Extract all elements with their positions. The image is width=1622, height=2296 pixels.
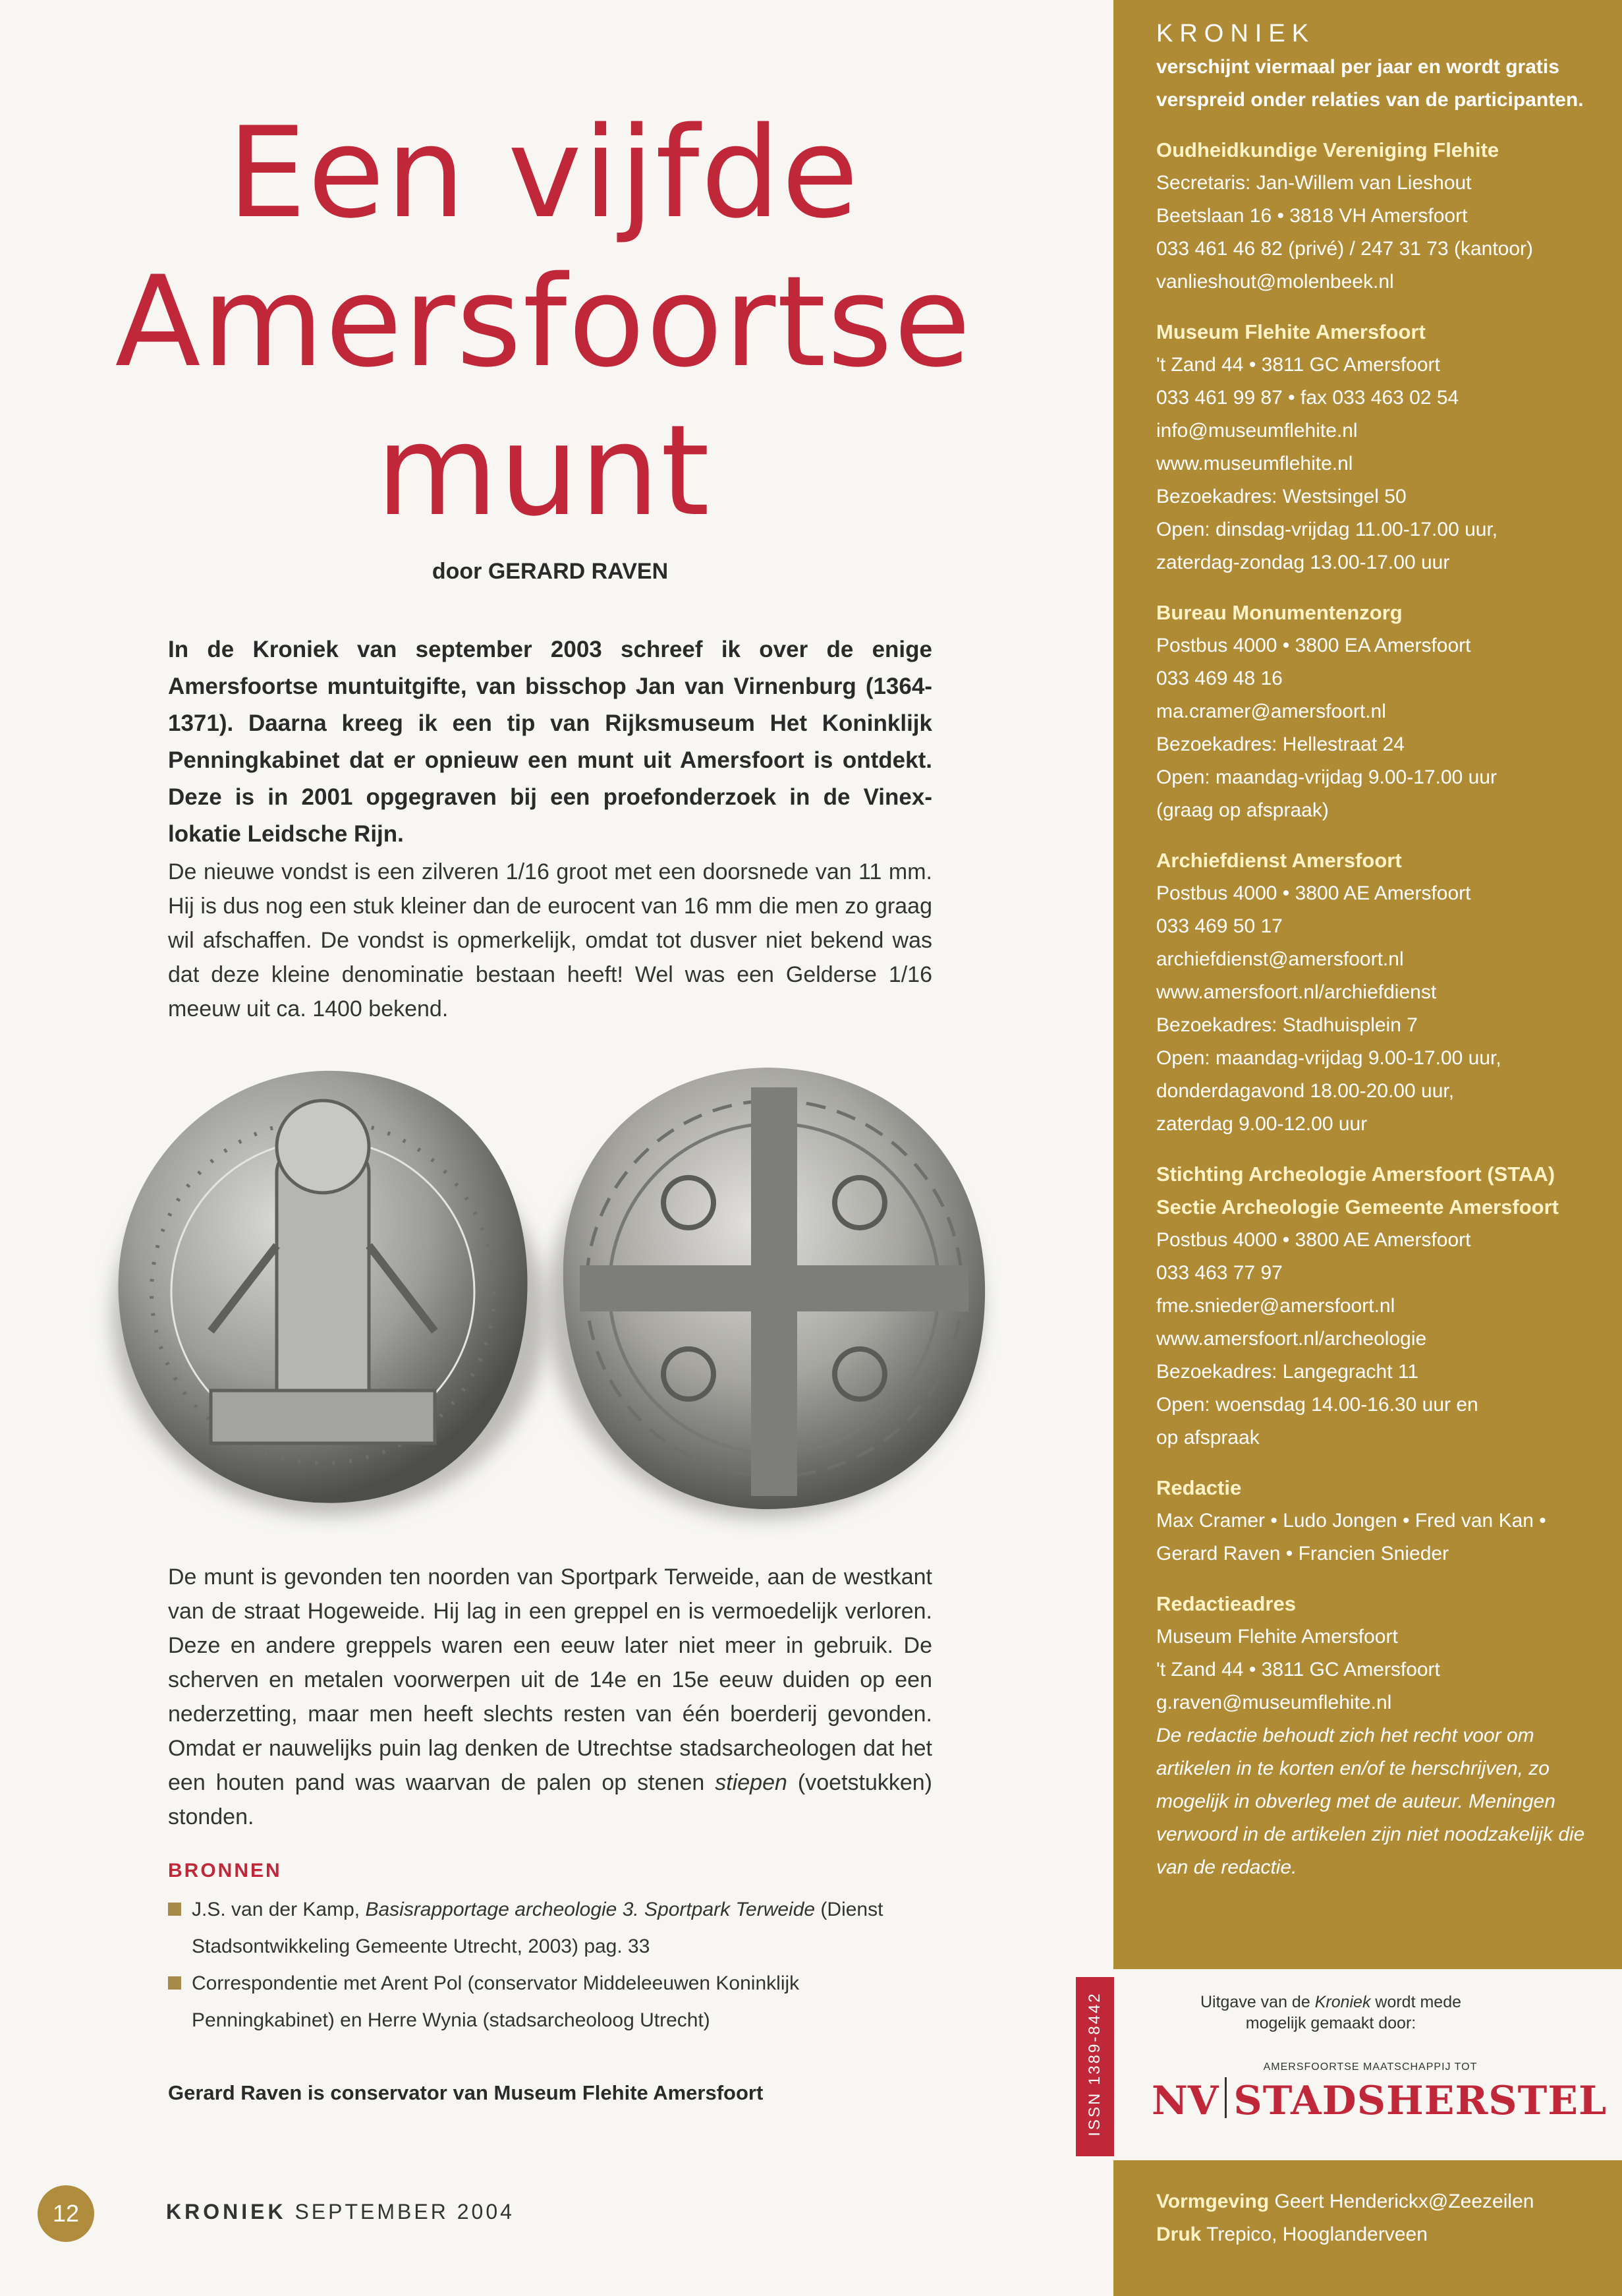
sidebar-block — [1156, 316, 1611, 579]
sidebar-line: 033 461 46 82 (privé) / 247 31 73 (kantoor) — [1156, 238, 1534, 260]
issn-badge — [1076, 1977, 1114, 2156]
sidebar-line: zaterdag 9.00-12.00 uur — [1156, 1113, 1368, 1135]
sidebar-line: 033 469 50 17 — [1156, 915, 1283, 937]
sidebar-line: Max Cramer • Ludo Jongen • Fred van Kan • — [1156, 1510, 1546, 1532]
body-paragraph-1: De nieuwe vondst is een zilveren 1/16 groot met een doorsnede van 11 mm. Hij is dus nog een stuk kleiner dan de eurocent van 16 mm die men zo graag wil afschaffen. De vondst is opmerkelijk, omdat tot dusver niet bekend was dat deze kleine denominatie bestaan heeft! Wel was een Gelderse 1/16 meeuw uit ca. 1400 bekend. — [168, 859, 932, 1021]
sidebar-line: g.raven@museumflehite.nl — [1156, 1692, 1392, 1713]
sidebar-line: Secretaris: Jan-Willem van Lieshout — [1156, 172, 1472, 194]
print-value: Trepico, Hooglanderveen — [1206, 2224, 1428, 2245]
sidebar-line: op afspraak — [1156, 1427, 1260, 1449]
print-credit — [1156, 2218, 1611, 2251]
sidebar-credits — [1156, 2185, 1611, 2251]
sidebar-block — [1156, 134, 1611, 299]
sidebar-block-heading: Bureau Monumentenzorg — [1156, 601, 1403, 624]
sponsor-text-end: wordt mede mogelijk gemaakt door: — [1245, 1993, 1462, 2032]
sidebar-intro: verschijnt viermaal per jaar en wordt gratis verspreid onder relaties van de participanten. — [1156, 56, 1584, 111]
sidebar-block-heading: Redactieadres — [1156, 1592, 1296, 1615]
sidebar-line: Postbus 4000 • 3800 EA Amersfoort — [1156, 635, 1471, 656]
sidebar-block — [1156, 596, 1611, 827]
issn-text: ISSN 1389-8442 — [1086, 1992, 1104, 2137]
source-1-author: J.S. van der Kamp, — [192, 1899, 366, 1920]
sidebar-line: Open: maandag-vrijdag 9.00-17.00 uur — [1156, 766, 1497, 788]
coin-reverse — [563, 1068, 985, 1509]
sidebar-brand: KRONIEK — [1156, 20, 1316, 47]
logo-divider — [1225, 2077, 1227, 2118]
author-note: Gerard Raven is conservator van Museum Flehite Amersfoort — [168, 2081, 764, 2104]
sidebar-line: (graag op afspraak) — [1156, 799, 1329, 821]
design-value: Geert Henderickx@Zeezeilen — [1274, 2191, 1534, 2212]
source-item — [168, 1891, 926, 1965]
sidebar-line: 033 469 48 16 — [1156, 668, 1283, 689]
sidebar-block — [1156, 1158, 1611, 1454]
title-line-2: Amersfoortse — [115, 249, 972, 395]
sidebar-line: Bezoekadres: Hellestraat 24 — [1156, 733, 1405, 755]
title-line-3: munt — [376, 398, 712, 544]
sidebar-line: vanlieshout@molenbeek.nl — [1156, 271, 1394, 293]
sidebar-line: 't Zand 44 • 3811 GC Amersfoort — [1156, 354, 1440, 376]
two-coins-photo — [79, 1048, 1067, 1535]
body-paragraph-2-italic: stiepen — [715, 1770, 787, 1795]
sidebar-line: Museum Flehite Amersfoort — [1156, 1626, 1398, 1648]
editorial-disclaimer: De redactie behoudt zich het recht voor om artikelen in te korten en/of te herschrijven, zo mogelijk in obverleg met de auteur. Meningen verwoord in de artikelen zijn niet noodzakelijk die van de redactie. — [1156, 1725, 1585, 1878]
sidebar-line: Postbus 4000 • 3800 AE Amersfoort — [1156, 1229, 1471, 1251]
sidebar-line: www.amersfoort.nl/archiefdienst — [1156, 981, 1437, 1003]
source-1-rest: (Dienst Stadsontwikkeling Gemeente Utrecht, 2003) pag. 33 — [192, 1899, 883, 1957]
sidebar-block-heading: Oudheidkundige Vereniging Flehite — [1156, 138, 1499, 161]
source-1-title: Basisrapportage archeologie 3. Sportpark Terweide — [365, 1899, 816, 1920]
stadsherstel-logo — [1152, 2077, 1607, 2130]
bullet-square-icon — [168, 1903, 181, 1916]
sources-list — [168, 1891, 926, 2039]
logo-name: STADSHERSTEL — [1233, 2078, 1608, 2124]
sidebar-block — [1156, 844, 1611, 1141]
source-item — [168, 1965, 926, 2039]
coin-obverse — [119, 1071, 528, 1503]
sidebar-block-heading: Redactie — [1156, 1476, 1242, 1499]
page-number: 12 — [38, 2185, 94, 2242]
byline: door GERARD RAVEN — [432, 559, 669, 584]
footer-magazine-name: KRONIEK — [166, 2200, 287, 2224]
sponsor-text — [1199, 1992, 1463, 2034]
footer-issue: SEPTEMBER 2004 — [294, 2200, 515, 2224]
sidebar-line: www.amersfoort.nl/archeologie — [1156, 1328, 1427, 1350]
logo-nv: NV — [1152, 2078, 1219, 2124]
sidebar-line: 't Zand 44 • 3811 GC Amersfoort — [1156, 1659, 1440, 1680]
source-2-text: Correspondentie met Arent Pol (conservator Middeleeuwen Koninklijk Penningkabinet) en Herre Wynia (stadsarcheoloog Utrecht) — [192, 1972, 800, 2031]
design-label: Vormgeving — [1156, 2191, 1270, 2212]
sidebar-line: Bezoekadres: Langegracht 11 — [1156, 1361, 1419, 1383]
body-paragraph-2-text: De munt is gevonden ten noorden van Sportpark Terweide, aan de westkant van de straat Hogeweide. Hij lag in een greppel en is vermoedelijk verloren. Deze en andere greppels waren een eeuw later niet meer in gebruik. De scherven en metalen voorwerpen uit de 14e en 15e eeuw duiden op een nederzetting, maar men heeft slechts resten van één boerderij gevonden. Omdat er nauwelijks puin lag denken de Utrechtse stadsarcheologen dat het een houten pand was waarvan de palen op stenen — [168, 1564, 932, 1795]
title-line-1: Een vijfde — [227, 100, 860, 246]
sidebar — [1113, 0, 1622, 2296]
sources-heading: BRONNEN — [168, 1860, 282, 1881]
sidebar-block — [1156, 1588, 1611, 1884]
sidebar-line: 033 461 99 87 • fax 033 463 02 54 — [1156, 387, 1459, 409]
sidebar-content — [1156, 20, 1611, 1884]
sidebar-block — [1156, 1472, 1611, 1570]
sidebar-line: donderdagavond 18.00-20.00 uur, — [1156, 1080, 1455, 1102]
sidebar-block-heading: Archiefdienst Amersfoort — [1156, 849, 1402, 872]
sidebar-block-subheading: Sectie Archeologie Gemeente Amersfoort — [1156, 1195, 1559, 1219]
sponsor-small-caps: AMERSFOORTSE MAATSCHAPPIJ TOT — [1263, 2061, 1478, 2073]
sidebar-line: fme.snieder@amersfoort.nl — [1156, 1295, 1395, 1317]
body-paragraph-2 — [168, 1560, 932, 1834]
print-label: Druk — [1156, 2224, 1202, 2245]
article-title — [105, 99, 982, 546]
sidebar-line: ma.cramer@amersfoort.nl — [1156, 701, 1386, 722]
sidebar-line: archiefdienst@amersfoort.nl — [1156, 948, 1404, 970]
sponsor-text-italic: Kroniek — [1314, 1993, 1371, 2011]
footer-magazine — [166, 2200, 515, 2224]
intro-paragraph: In de Kroniek van september 2003 schreef ik over de enige Amersfoortse muntuitgifte, van bisschop Jan van Virnenburg (1364-1371). Daarna kreeg ik een tip van Rijksmuseum Het Koninklijk Penningkabinet dat er opnieuw een munt uit Amersfoort is ontdekt. Deze is in 2001 opgegraven bij een proefonderzoek in de Vinex-lokatie Leidsche Rijn. — [168, 637, 932, 847]
sidebar-line: Gerard Raven • Francien Snieder — [1156, 1543, 1449, 1564]
design-credit — [1156, 2185, 1611, 2218]
sidebar-line: www.museumflehite.nl — [1156, 453, 1353, 474]
sidebar-line: Open: maandag-vrijdag 9.00-17.00 uur, — [1156, 1047, 1501, 1069]
sidebar-line: Open: dinsdag-vrijdag 11.00-17.00 uur, — [1156, 519, 1498, 540]
sidebar-line: Beetslaan 16 • 3818 VH Amersfoort — [1156, 205, 1468, 227]
sidebar-line: Bezoekadres: Stadhuisplein 7 — [1156, 1014, 1418, 1036]
sidebar-block-heading: Museum Flehite Amersfoort — [1156, 320, 1426, 343]
sponsor-text-start: Uitgave van de — [1200, 1993, 1315, 2011]
sidebar-line: 033 463 77 97 — [1156, 1262, 1283, 1284]
sidebar-line: Open: woensdag 14.00-16.30 uur en — [1156, 1394, 1478, 1416]
sidebar-block-heading: Stichting Archeologie Amersfoort (STAA) — [1156, 1162, 1555, 1186]
sidebar-line: zaterdag-zondag 13.00-17.00 uur — [1156, 552, 1450, 573]
body-paragraph-2-end: (voetstukken) stonden. — [168, 1770, 932, 1829]
sidebar-line: Postbus 4000 • 3800 AE Amersfoort — [1156, 882, 1471, 904]
sidebar-blocks — [1156, 134, 1611, 1884]
sidebar-line: Bezoekadres: Westsingel 50 — [1156, 486, 1407, 507]
bullet-square-icon — [168, 1976, 181, 1990]
sidebar-line: info@museumflehite.nl — [1156, 420, 1358, 442]
